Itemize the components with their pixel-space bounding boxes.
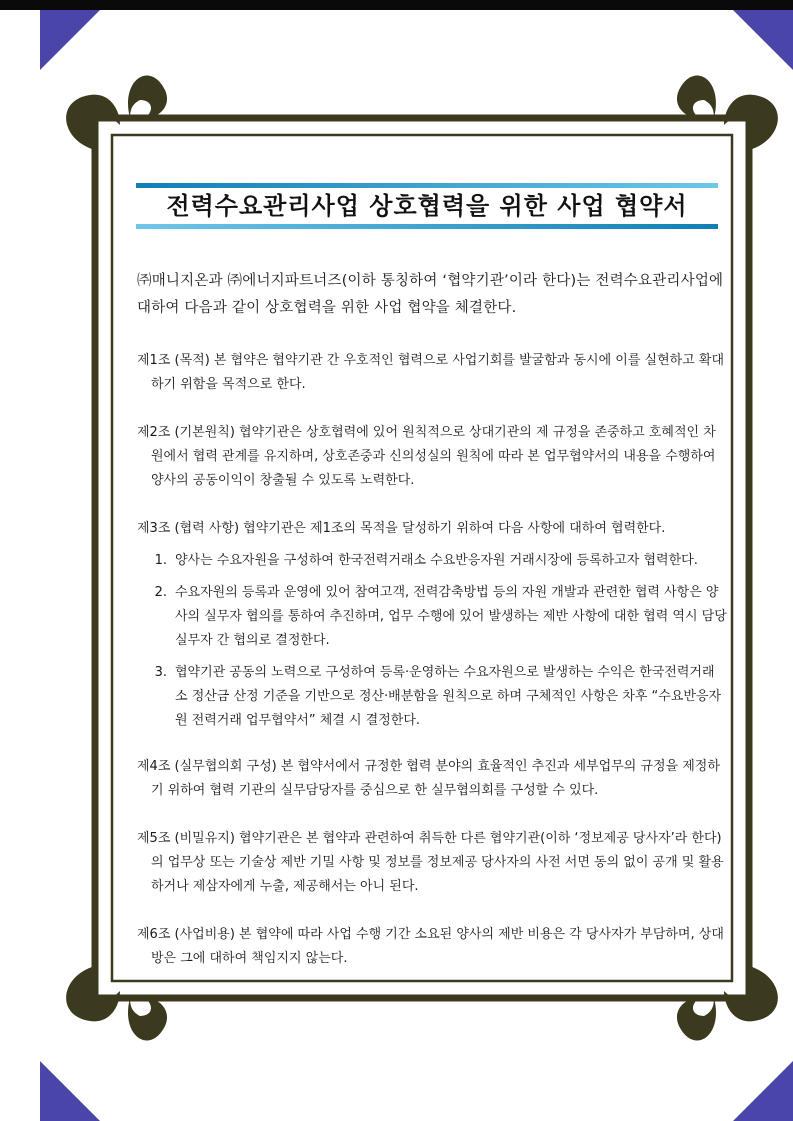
article-text: 본 협약서에서 규정한 협력 분야의 효율적인 추진과 세부업무의 규정을 제정하기 위하여 협력 기관의 실무담당자를 중심으로 한 실무협의회를 구성할 수 있다. <box>151 759 720 798</box>
article-text: 협약기관은 제1조의 목적을 달성하기 위하여 다음 사항에 대하여 협력한다. <box>243 521 666 536</box>
article-3 <box>137 517 727 541</box>
article-text: 협약기관은 상호협력에 있어 원칙적으로 상대기관의 제 규정을 존중하고 호혜적인 차원에서 협력 관계를 유지하며, 상호존중과 신의성실의 원칙에 따라 본 업무협약서의 내용을 수행하여 양사의 공동이익이 창출될 수 있도록 노력한다. <box>151 425 716 488</box>
list-item <box>137 661 727 733</box>
article-heading: 제2조 (기본원칙) <box>137 425 235 440</box>
article-heading: 제3조 (협력 사항) <box>137 521 240 536</box>
corner-ornament-top-left <box>66 75 167 150</box>
article-1 <box>137 349 727 397</box>
item-number: 2. <box>154 585 167 600</box>
article-6 <box>137 923 727 971</box>
title-banner <box>136 183 718 229</box>
corner-ornament-top-right <box>677 75 778 150</box>
item-text: 수요자원의 등록과 운영에 있어 참여고객, 전력감축방법 등의 자원 개발과 관련한 협력 사항은 양사의 실무자 협의를 통하여 추진하며, 업무 수행에 있어 발생하는 제반 사항에 대한 협력 역시 담당 실무자 간 협의로 결정한다. <box>175 585 727 648</box>
item-number: 1. <box>154 553 167 568</box>
article-heading: 제1조 (목적) <box>137 353 210 368</box>
item-text: 양사는 수요자원을 구성하여 한국전력거래소 수요반응자원 거래시장에 등록하고자 협력한다. <box>175 553 698 568</box>
article-heading: 제6조 (사업비용) <box>137 927 235 942</box>
document-title: 전력수요관리사업 상호협력을 위한 사업 협약서 <box>166 192 688 220</box>
article-text: 협약기관은 본 협약과 관련하여 취득한 다른 협약기관(이하 ‘정보제공 당사자’라 한다)의 업무상 또는 기술상 제반 기밀 사항 및 정보를 정보제공 당사자의 사전 서면 동의 없이 공개 및 활용하거나 제삼자에게 누출, 제공해서는 아니 된다. <box>151 831 724 894</box>
title-bar-bottom <box>136 224 718 229</box>
item-number: 3. <box>154 665 167 680</box>
document-body <box>137 268 727 995</box>
intro-paragraph: ㈜매니지온과 ㈜에너지파트너즈(이하 통칭하여 ‘협약기관’이라 한다)는 전력수요관리사업에 대하여 다음과 같이 상호협력을 위한 사업 협약을 체결한다. <box>137 273 724 316</box>
title-bar-top <box>136 183 718 188</box>
article-3-items <box>137 549 727 733</box>
article-text: 본 협약에 따라 사업 수행 기간 소요된 양사의 제반 비용은 각 당사자가 부담하며, 상대방은 그에 대하여 책임지지 않는다. <box>151 927 724 966</box>
article-heading: 제4조 (실무협의회 구성) <box>137 759 277 774</box>
article-5 <box>137 827 727 899</box>
list-item <box>137 581 727 653</box>
article-4 <box>137 755 727 803</box>
article-heading: 제5조 (비밀유지) <box>137 831 235 846</box>
article-text: 본 협약은 협약기관 간 우호적인 협력으로 사업기회를 발굴함과 동시에 이를 실현하고 확대하기 위함을 목적으로 한다. <box>151 353 725 392</box>
article-2 <box>137 421 727 493</box>
list-item <box>137 549 727 573</box>
item-text: 협약기관 공동의 노력으로 구성하여 등록·운영하는 수요자원으로 발생하는 수익은 한국전력거래소 정산금 산정 기준을 기반으로 정산·배분함을 원칙으로 하며 구체적인 사항은 차후 “수요반응자원 전력거래 업무협약서” 체결 시 결정한다. <box>175 665 722 728</box>
